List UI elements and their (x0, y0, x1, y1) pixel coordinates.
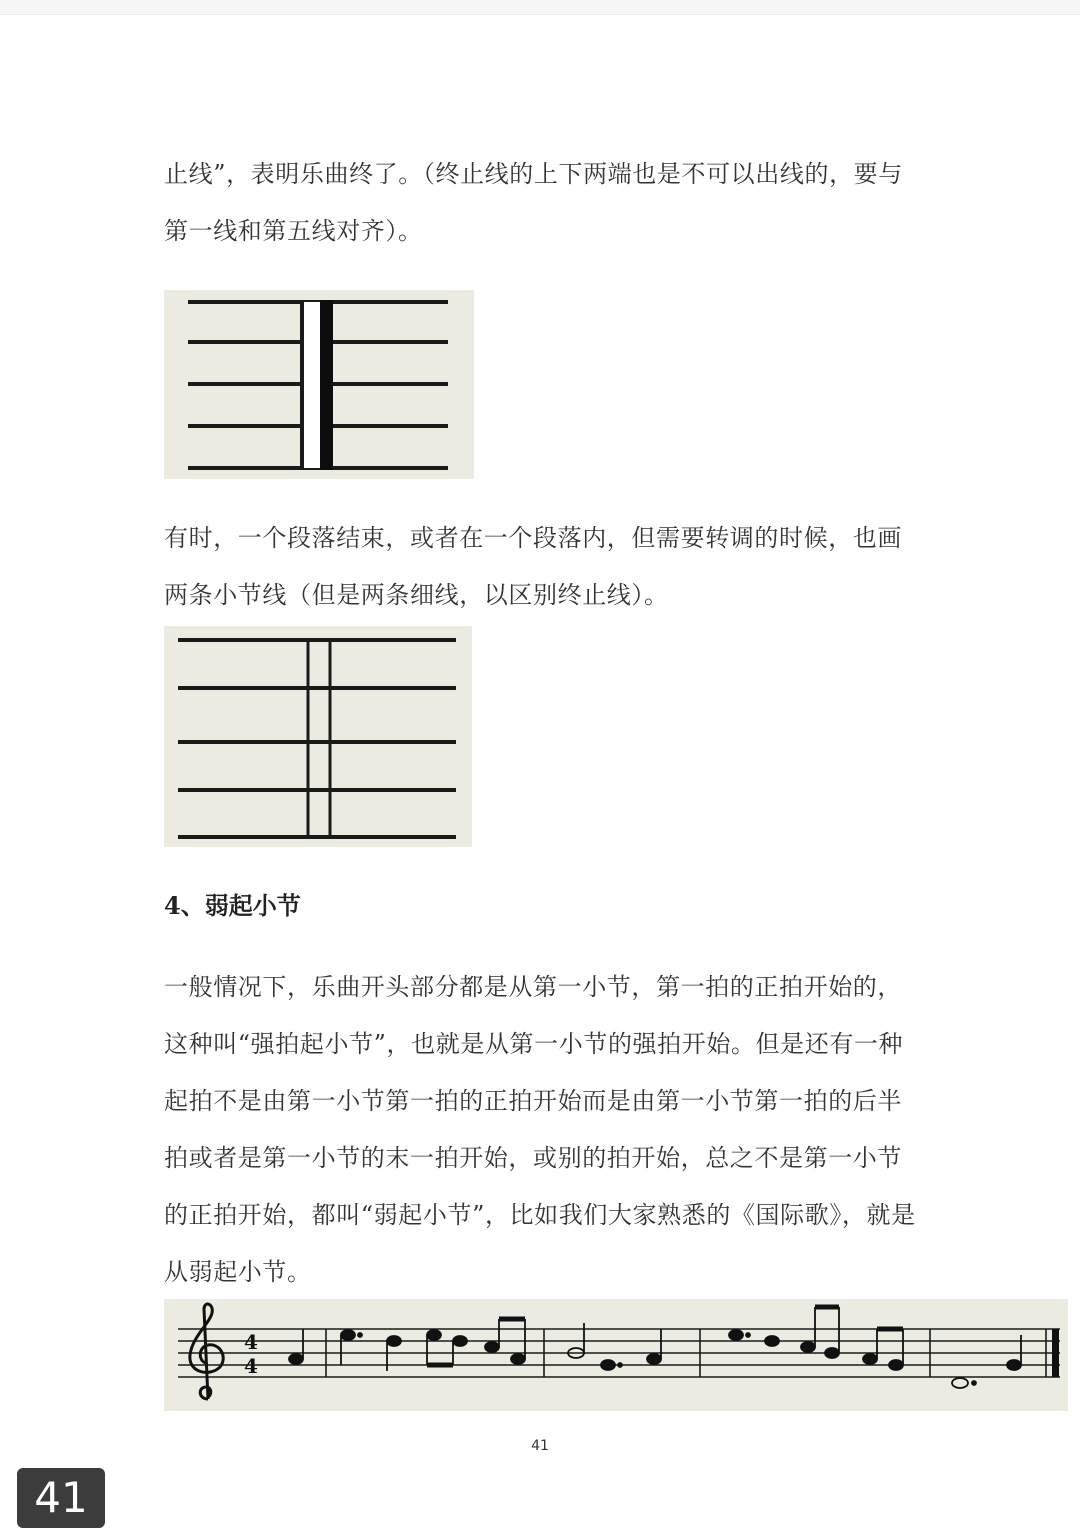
time-signature-bottom: 4 (244, 1354, 258, 1378)
paragraph-anacrusis-explanation: 一般情况下，乐曲开头部分都是从第一小节，第一拍的正拍开始的，这种叫“强拍起小节”，也就是从第一小节的强拍开始。但是还有一种起拍不是由第一小节第一拍的正拍开始而是由第一小节第一拍的后半拍或者是第一小节的末一拍开始，或别的拍开始，总之不是第一小节的正拍开始，都叫“弱起小节”，比如我们大家熟悉的《国际歌》，就是从弱起小节。 (164, 973, 916, 1286)
internationale-score-figure (164, 1299, 1068, 1411)
viewer-top-bar (0, 0, 1080, 15)
double-barline-figure (164, 626, 472, 847)
page-indicator-badge: 41 (17, 1468, 105, 1528)
paragraph-double-barline-note: 有时，一个段落结束，或者在一个段落内，但需要转调的时候，也画两条小节线（但是两条细线，以区别终止线）。 (164, 524, 902, 609)
footer-page-number: 41 (531, 1438, 549, 1454)
paragraph-final-barline-note: 止线”，表明乐曲终了。（终止线的上下两端也是不可以出线的，要与第一线和第五线对齐）。 (164, 160, 903, 245)
final-barline-figure (164, 290, 474, 479)
treble-clef-icon (190, 1304, 223, 1399)
time-signature-top: 4 (244, 1330, 258, 1354)
section-heading-anacrusis: 4、弱起小节 (164, 891, 301, 920)
